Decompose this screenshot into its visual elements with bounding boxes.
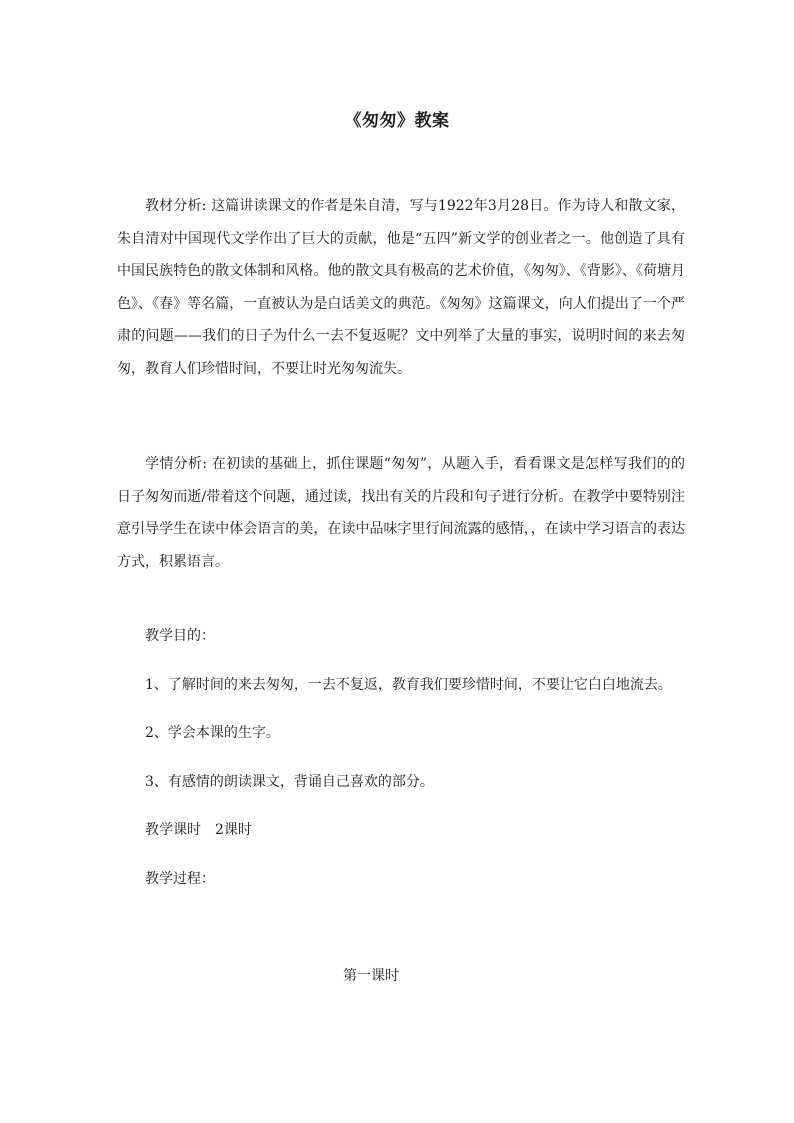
objective-item-1: 1、了解时间的来去匆匆，一去不复返，教育我们要珍惜时间，不要让它白白地流去。: [145, 677, 672, 693]
document-title: 《匆匆》教案: [344, 111, 450, 131]
objective-item-2: 2、学会本课的生字。: [145, 725, 280, 741]
process-heading: 教学过程：: [145, 871, 215, 887]
material-analysis-paragraph: 教材分析: 这篇讲读课文的作者是朱自清，写与1922年3月28日。作为诗人和散文家，朱自清对中国现代文学作出了巨大的贡献，他是“五四”新文学的创业者之一。他创造了具有中国民族特色的散文体制和风格。他的散文具有极高的艺术价值，《匆匆》、《背影》、《荷塘月色》、《春》等名篇，一直被认为是白话美文的典范。《匆匆》这篇课文，向人们提出了一个严肃的问题——我们的日子为什么一去不复返呢？文中列举了大量的事实，说明时间的来去匆匆，教育人们珍惜时间，不要让时光匆匆流失。: [117, 198, 685, 377]
objective-item-3: 3、有感情的朗读课文，背诵自己喜欢的部分。: [145, 774, 434, 790]
class-hours: 教学课时 2课时: [145, 822, 252, 838]
student-analysis-paragraph: 学情分析: 在初读的基础上，抓住课题“匆匆”，从题入手，看看课文是怎样写我们的的日子匆匆而逝/带着这个问题，通过读，找出有关的片段和句子进行分析。在教学中要特别注意引导学生在读中体会语言的美，在读中品味字里行间流露的感情，，在读中学习语言的表达方式，积累语言。: [117, 456, 685, 570]
objectives-heading: 教学目的：: [145, 628, 215, 644]
lesson-heading: 第一课时: [343, 968, 399, 984]
